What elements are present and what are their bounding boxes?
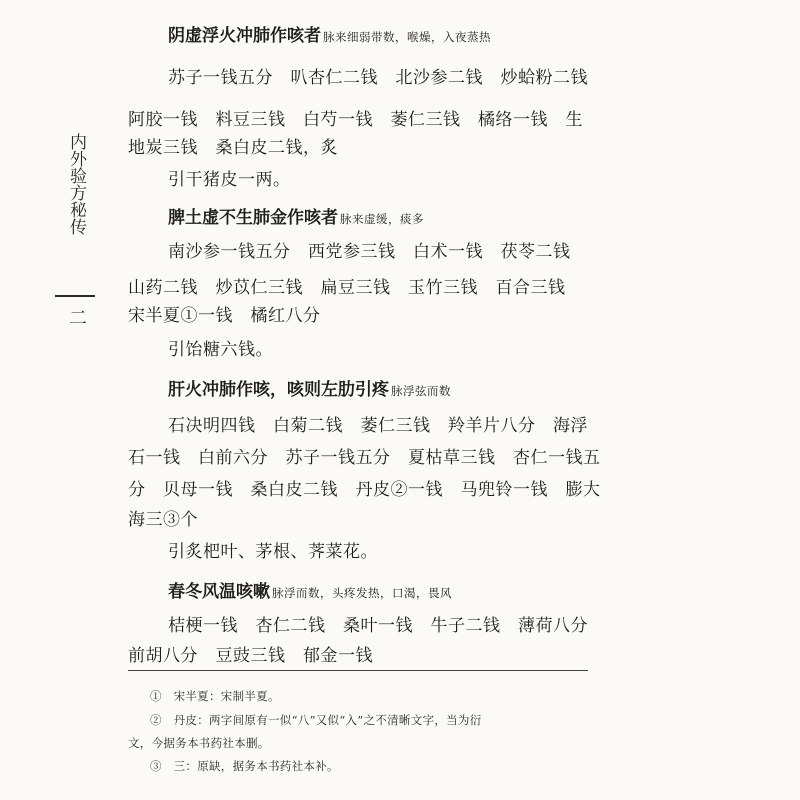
heading-text: 阴虚浮火冲肺作咳者 [168, 26, 321, 46]
prescription-line: 阿胶一钱 料豆三钱 白芍一钱 萎仁三钱 橘络一钱 生 [128, 110, 583, 130]
guide-line: 引饴糖六钱。 [168, 340, 273, 360]
footnote-divider [128, 670, 588, 671]
prescription-line: 分 贝母一钱 桑白皮二钱 丹皮②一钱 马兜铃一钱 膨大 [128, 480, 601, 500]
heading-text: 肝火冲肺作咳，咳则左肋引疼 [168, 380, 389, 400]
running-head-rule [55, 295, 95, 297]
heading-note: 脉来虚缓，痰多 [340, 212, 424, 226]
prescription-line: 南沙参一钱五分 西党参三钱 白术一钱 茯苓二钱 [168, 242, 571, 262]
prescription-line: 山药二钱 炒苡仁三钱 扁豆三钱 玉竹三钱 百合三钱 [128, 278, 566, 298]
footnote: 文，今据务本书药社本删。 [128, 736, 270, 750]
prescription-line: 地炭三钱 桑白皮二钱，炙 [128, 138, 338, 158]
prescription-line: 石决明四钱 白菊二钱 萎仁三钱 羚羊片八分 海浮 [168, 416, 588, 436]
heading-text: 春冬风温咳嗽 [168, 582, 270, 602]
prescription-line: 苏子一钱五分 叭杏仁二钱 北沙参二钱 炒蛤粉二钱 [168, 68, 588, 88]
heading-note: 脉来细弱带数，喉燥，入夜蒸热 [323, 30, 491, 44]
section-heading [168, 375, 451, 400]
section-heading [168, 577, 452, 602]
prescription-line: 石一钱 白前六分 苏子一钱五分 夏枯草三钱 杏仁一钱五 [128, 448, 601, 468]
section-heading [168, 21, 491, 46]
prescription-line: 宋半夏①一钱 橘红八分 [128, 306, 321, 326]
footnote: ① 宋半夏：宋制半夏。 [150, 689, 280, 703]
guide-line: 引干猪皮一两。 [168, 170, 291, 190]
prescription-line: 桔梗一钱 杏仁二钱 桑叶一钱 牛子二钱 薄荷八分 [168, 616, 588, 636]
heading-text: 脾土虚不生肺金作咳者 [168, 208, 338, 228]
prescription-line: 海三③个 [128, 510, 198, 530]
footnote: ② 丹皮：两字间原有一似“八”又似“入”之不清晰文字，当为衍 [150, 713, 482, 727]
heading-note: 脉浮弦而数 [391, 384, 451, 398]
page-number: 二 [66, 308, 87, 326]
section-heading [168, 203, 424, 228]
footnote: ③ 三：原缺，据务本书药社本补。 [150, 759, 339, 773]
guide-line: 引炙杷叶、茅根、荠菜花。 [168, 542, 378, 562]
heading-note: 脉浮而数，头疼发热，口渴，畏风 [272, 586, 452, 600]
prescription-line: 前胡八分 豆豉三钱 郁金一钱 [128, 646, 373, 666]
running-head-title: 内外验方秘传 [66, 133, 86, 235]
